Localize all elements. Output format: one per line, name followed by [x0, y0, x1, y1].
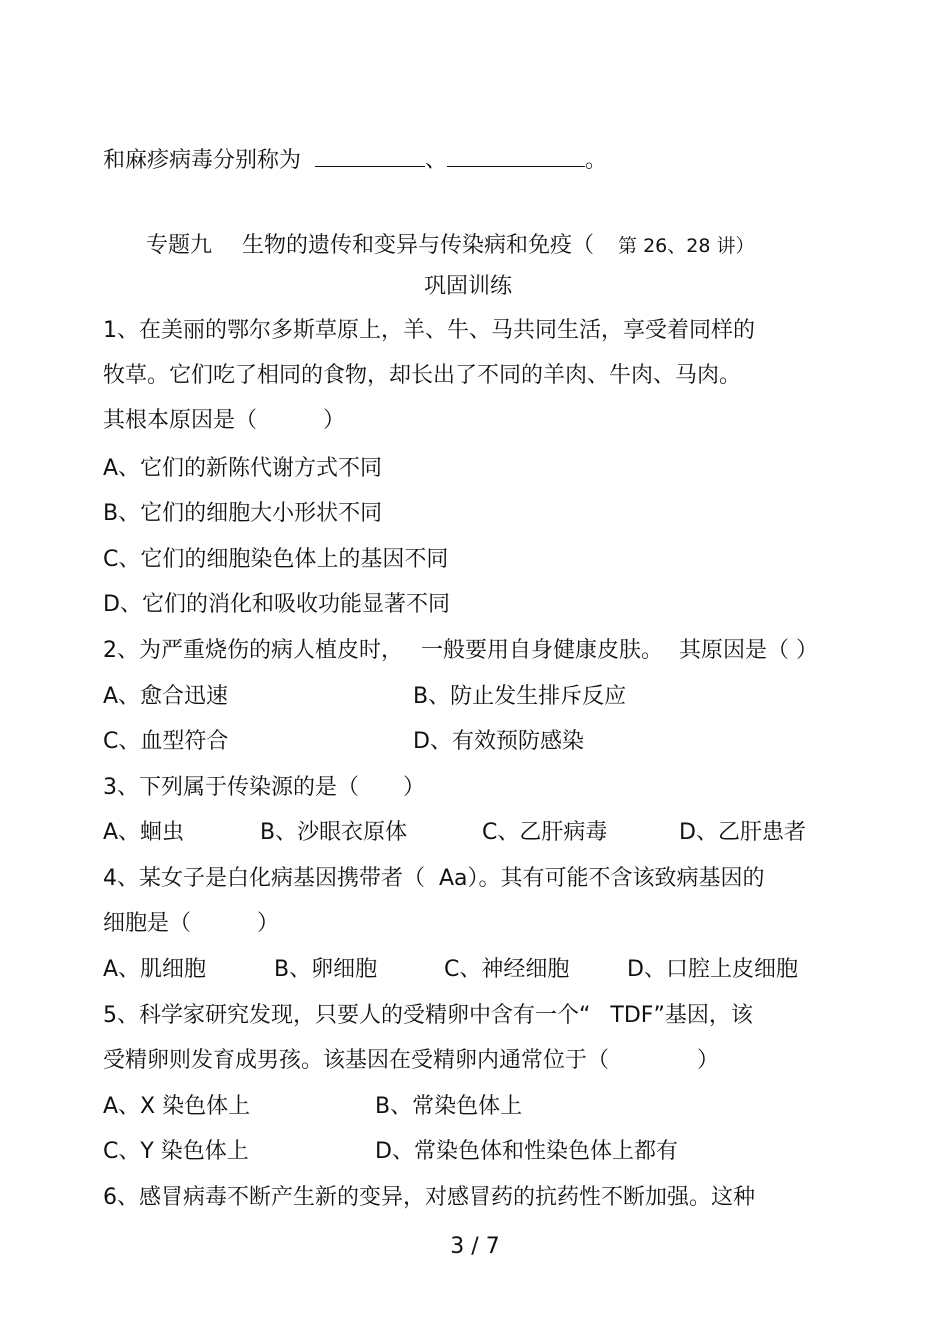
- q2-stem: [103, 640, 818, 662]
- intro-end: 。: [585, 148, 608, 173]
- q5-option-c[interactable]: C、Y 染色体上: [103, 1139, 249, 1164]
- q4-line-2: 细胞是（ ）: [103, 911, 280, 936]
- q5-stem-part-1: 5、科学家研究发现，只要人的受精卵中含有一个“: [103, 1003, 591, 1028]
- q1-option-c[interactable]: C、它们的细胞染色体上的基因不同: [103, 547, 449, 572]
- q2-option-d[interactable]: D、有效预防感染: [413, 729, 584, 754]
- q6-line-1: 6、感冒病毒不断产生新的变异，对感冒药的抗药性不断加强。这种: [103, 1185, 755, 1210]
- q4-stem: [103, 868, 765, 890]
- section-heading: [146, 235, 754, 257]
- q1-option-d[interactable]: D、它们的消化和吸收功能显著不同: [103, 592, 450, 617]
- q5-stem-part-2: TDF”基因，该: [610, 1003, 753, 1028]
- q1-line-1: 1、在美丽的鄂尔多斯草原上，羊、牛、马共同生活，享受着同样的: [103, 318, 755, 343]
- q4-option-a[interactable]: A、肌细胞: [103, 957, 207, 982]
- q3-option-d[interactable]: D、乙肝患者: [679, 820, 806, 845]
- q3-option-b[interactable]: B、沙眼衣原体: [260, 820, 408, 845]
- intro-line: [103, 148, 607, 172]
- q2-stem-part-2: 一般要用自身健康皮肤。: [421, 638, 664, 663]
- q5-line-2: 受精卵则发育成男孩。该基因在受精卵内通常位于（ ）: [103, 1048, 720, 1073]
- section-subheading: 巩固训练: [424, 274, 513, 299]
- q1-line-2: 牧草。它们吃了相同的食物，却长出了不同的羊肉、牛肉、马肉。: [103, 363, 742, 388]
- q5-option-b[interactable]: B、常染色体上: [375, 1094, 523, 1119]
- q4-option-d[interactable]: D、口腔上皮细胞: [627, 957, 798, 982]
- q3-option-a[interactable]: A、蛔虫: [103, 820, 185, 845]
- q2-option-b[interactable]: B、防止发生排斥反应: [413, 684, 627, 709]
- q4-option-b[interactable]: B、卵细胞: [274, 957, 378, 982]
- intro-prefix: 和麻疹病毒分别称为: [103, 148, 302, 173]
- q4-stem-part-2: Aa）。其有可能不含该致病基因的: [439, 866, 765, 891]
- q3-stem: 3、下列属于传染源的是（ ）: [103, 775, 425, 800]
- lecture-range: 第 26、28 讲）: [618, 235, 755, 257]
- q5-option-d[interactable]: D、常染色体和性染色体上都有: [375, 1139, 678, 1164]
- q5-option-a[interactable]: A、X 染色体上: [103, 1094, 251, 1119]
- answer-blank-2[interactable]: [447, 148, 585, 167]
- page-number: 3 / 7: [450, 1234, 500, 1259]
- q1-option-a[interactable]: A、它们的新陈代谢方式不同: [103, 456, 383, 481]
- q3-option-c[interactable]: C、乙肝病毒: [482, 820, 608, 845]
- q2-stem-part-3: 其原因是（ ）: [679, 638, 819, 663]
- q4-option-c[interactable]: C、神经细胞: [444, 957, 570, 982]
- q1-option-b[interactable]: B、它们的细胞大小形状不同: [103, 501, 383, 526]
- q5-stem: [103, 1005, 753, 1027]
- q1-line-3: 其根本原因是（ ）: [103, 408, 346, 433]
- q2-option-c[interactable]: C、血型符合: [103, 729, 229, 754]
- q2-stem-part-1: 2、为严重烧伤的病人植皮时，: [103, 638, 403, 663]
- answer-blank-1[interactable]: [315, 148, 425, 167]
- q4-stem-part-1: 4、某女子是白化病基因携带者（: [103, 866, 425, 891]
- q2-option-a[interactable]: A、愈合迅速: [103, 684, 229, 709]
- topic-subtitle: 生物的遗传和变异与传染病和免疫（: [242, 233, 595, 258]
- topic-title: 专题九: [146, 233, 213, 258]
- intro-separator: 、: [425, 148, 448, 173]
